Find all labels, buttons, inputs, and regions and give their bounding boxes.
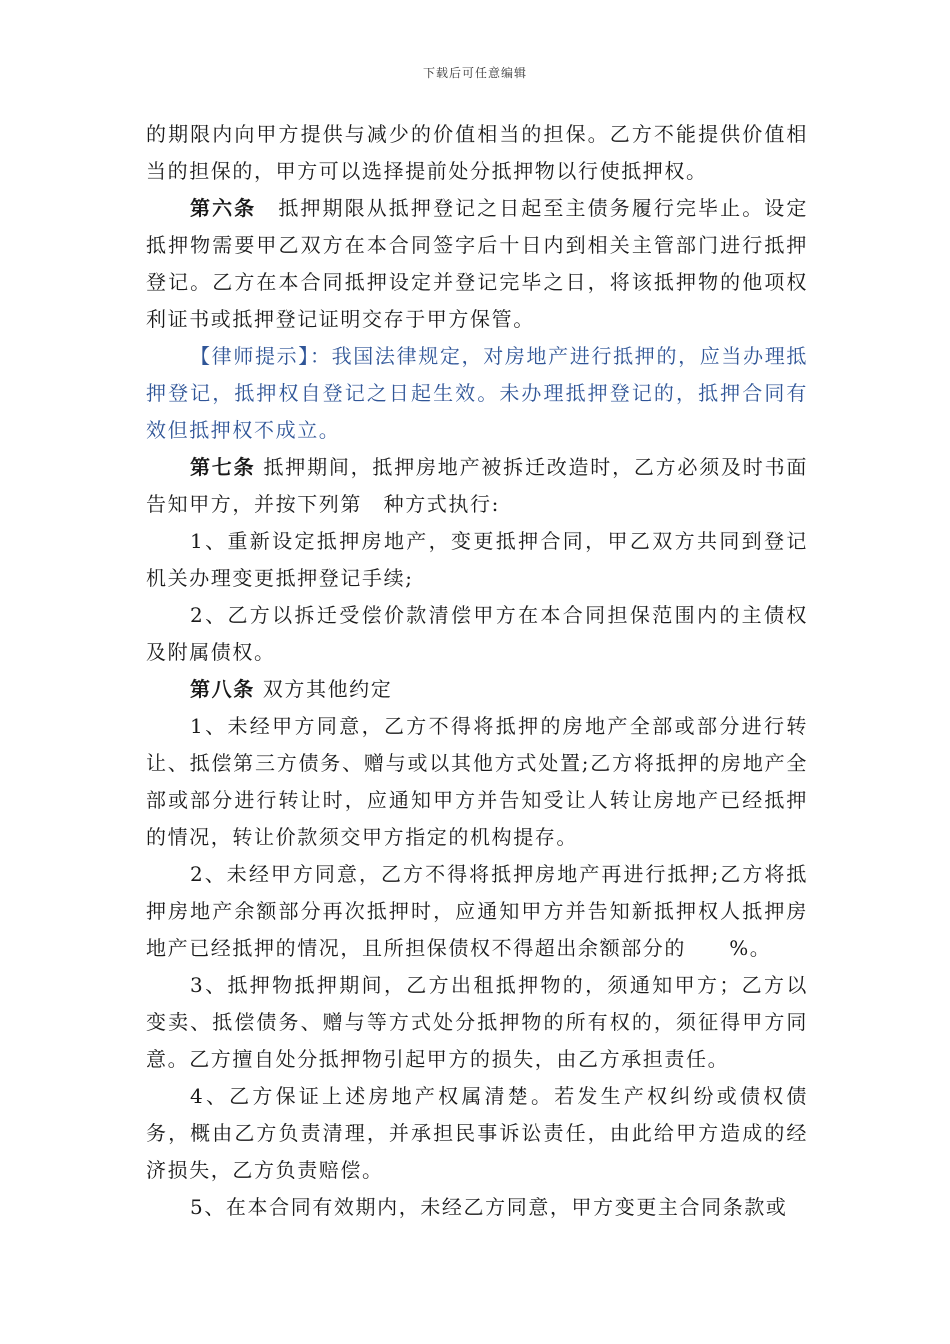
article-8-item-4: 4、乙方保证上述房地产权属清楚。若发生产权纠纷或债权债务，概由乙方负责清理，并承担民事诉讼责任，由此给甲方造成的经济损失，乙方负责赔偿。 (146, 1084, 808, 1182)
article-7-body: 抵押期间，抵押房地产被拆迁改造时，乙方必须及时书面告知甲方，并按下列第 种方式执行: (146, 455, 808, 516)
article-8-body: 双方其他约定 (254, 677, 393, 701)
page-header-note: 下载后可任意编辑 (422, 66, 527, 80)
article-7 (146, 449, 808, 523)
article-8-item-5: 5、在本合同有效期内，未经乙方同意，甲方变更主合同条款或 (190, 1195, 788, 1219)
article-7-item-2: 2、乙方以拆迁受偿价款清偿甲方在本合同担保范围内的主债权及附属债权。 (146, 603, 808, 664)
article-8 (146, 671, 808, 708)
document-body (146, 116, 808, 1226)
article-6-title: 第六条 (190, 196, 257, 220)
article-7-title: 第七条 (190, 455, 256, 479)
article-8-item-3: 3、抵押物抵押期间，乙方出租抵押物的，须通知甲方；乙方以变卖、抵偿债务、赠与等方式处分抵押物的所有权的，须征得甲方同意。乙方擅自处分抵押物引起甲方的损失，由乙方承担责任。 (146, 973, 808, 1071)
article-6-body: 抵押期限从抵押登记之日起至主债务履行完毕止。设定抵押物需要甲乙双方在本合同签字后十日内到相关主管部门进行抵押登记。乙方在本合同抵押设定并登记完毕之日，将该抵押物的他项权利证书或抵押登记证明交存于甲方保管。 (146, 196, 808, 331)
article-7-item-1: 1、重新设定抵押房地产，变更抵押合同，甲乙双方共同到登记机关办理变更抵押登记手续; (146, 529, 808, 590)
article-8-title: 第八条 (190, 677, 255, 701)
article-6 (146, 190, 808, 338)
article-8-item-2: 2、未经甲方同意，乙方不得将抵押房地产再进行抵押;乙方将抵押房地产余额部分再次抵押时，应通知甲方并告知新抵押权人抵押房地产已经抵押的情况，且所担保债权不得超出余额部分的 %。 (146, 862, 808, 960)
paragraph-continuation: 的期限内向甲方提供与减少的价值相当的担保。乙方不能提供价值相当的担保的，甲方可以选择提前处分抵押物以行使抵押权。 (146, 122, 808, 183)
article-8-item-1: 1、未经甲方同意，乙方不得将抵押的房地产全部或部分进行转让、抵偿第三方债务、赠与或以其他方式处置;乙方将抵押的房地产全部或部分进行转让时，应通知甲方并告知受让人转让房地产已经抵押的情况，转让价款须交甲方指定的机构提存。 (146, 714, 808, 849)
lawyer-tip: 【律师提示】：我国法律规定，对房地产进行抵押的，应当办理抵押登记，抵押权自登记之日起生效。未办理抵押登记的，抵押合同有效但抵押权不成立。 (146, 344, 808, 442)
